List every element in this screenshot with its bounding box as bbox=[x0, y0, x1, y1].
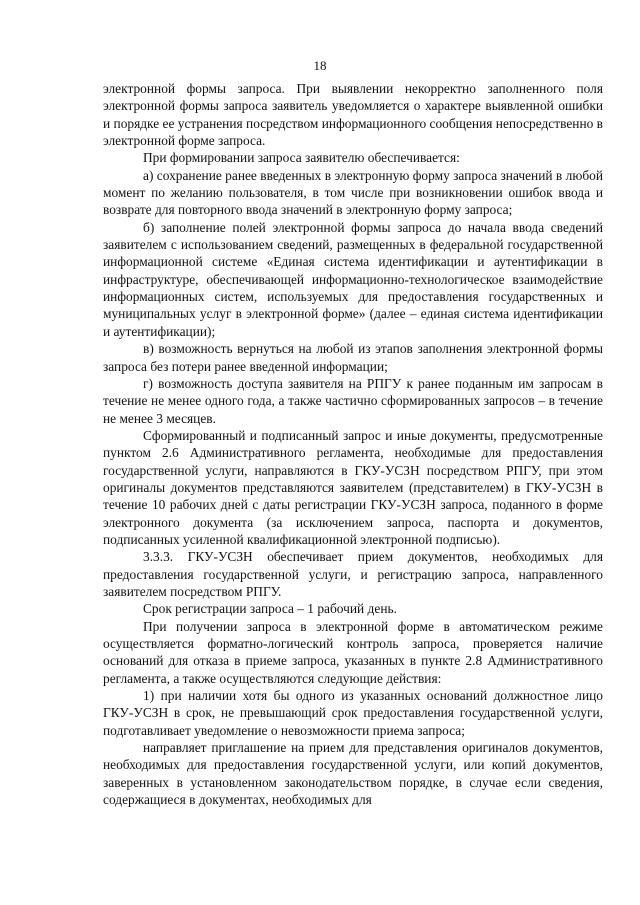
paragraph: Срок регистрации запроса – 1 рабочий день. bbox=[143, 601, 397, 617]
page-number: 18 bbox=[313, 58, 327, 73]
paragraph: г) возможность доступа заявителя на РПГУ к ранее поданным им запросам в течение не менее одного года, а также частично сформированных запросов – в течение не менее 3 месяцев. bbox=[103, 375, 603, 426]
paragraph: При получении запроса в электронной форме в автоматическом режиме осуществляется форматно-логический контроль запроса, проверяется наличие оснований для отказа в приеме запроса, указанных в пункте 2.8 Административного регламента, а также осуществляются следующие действия: bbox=[103, 618, 603, 686]
paragraph: в) возможность вернуться на любой из этапов заполнения электронной формы запроса без потери ранее введенной информации; bbox=[103, 341, 603, 374]
page-body bbox=[103, 80, 603, 808]
paragraph: б) заполнение полей электронной формы запроса до начала ввода сведений заявителем с использованием сведений, размещенных в федеральной государственной информационной системе «Единая система идентификации и аутентификации в инфраструктуре, обеспечивающей информационно-технологическое взаимодействие информационных систем, используемых для предоставления государственных и муниципальных услуг в электронной форме» (далее – единая система идентификации и аутентификации); bbox=[103, 219, 603, 339]
paragraph: 1) при наличии хотя бы одного из указанных оснований должностное лицо ГКУ-УСЗН в срок, не превышающий срок предоставления государственной услуги, подготавливает уведомление о невозможности приема запроса; bbox=[103, 688, 603, 738]
paragraph: а) сохранение ранее введенных в электронную форму запроса значений в любой момент по желанию пользователя, в том числе при возникновении ошибок ввода и возврате для повторного ввода значений в электронную форму запроса; bbox=[103, 167, 603, 218]
paragraph: 3.3.3. ГКУ-УСЗН обеспечивает прием документов, необходимых для предоставления государственной услуги, и регистрацию запроса, направленного заявителем посредством РПГУ. bbox=[103, 549, 603, 599]
paragraph: направляет приглашение на прием для представления оригиналов документов, необходимых для предоставления государственной услуги, или копий документов, заверенных в установленном законодательством порядке, в случае если сведения, содержащиеся в документах, необходимых для bbox=[103, 740, 603, 808]
paragraph: При формировании запроса заявителю обеспечивается: bbox=[143, 150, 460, 166]
paragraph: Сформированный и подписанный запрос и иные документы, предусмотренные пунктом 2.6 Административного регламента, необходимые для предоставления государственной услуги, направляются в ГКУ-УСЗН посредством РПГУ, при этом оригиналы документов представляются заявителем (представителем) в ГКУ-УСЗН в течение 10 рабочих дней с даты регистрации ГКУ-УСЗН запроса, поданного в форме электронного документа (за исключением запроса, паспорта и документов, подписанных усиленной квалификационной электронной подписью). bbox=[103, 427, 603, 547]
paragraph: электронной формы запроса. При выявлении некорректно заполненного поля электронной формы запроса заявитель уведомляется о характере выявленной ошибки и порядке ее устранения посредством информационного сообщения непосредственно в электронной форме запроса. bbox=[103, 81, 603, 149]
